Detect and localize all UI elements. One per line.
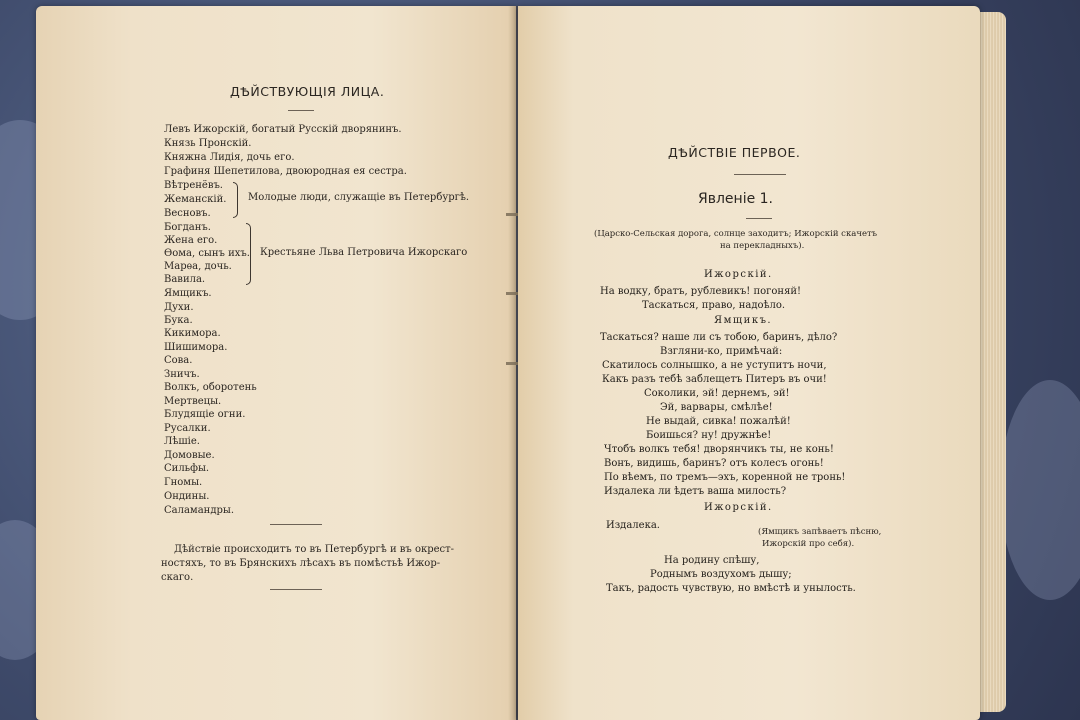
setting-line: скаго. — [161, 572, 194, 583]
group1-label: Молодые люди, служащіе въ Петербургѣ. — [248, 192, 470, 203]
aside-direction: Ижорскій про себя). — [762, 539, 855, 549]
cast-entry: Гномы. — [164, 477, 203, 488]
cast-entry: Богданъ. — [164, 222, 211, 233]
scene-title: Явленіе 1. — [698, 191, 774, 207]
verse-line: На родину спѣшу, — [664, 555, 760, 566]
cast-entry: Марѳа, дочь. — [164, 261, 232, 272]
speaker-name: Ямщикъ. — [714, 315, 773, 326]
cast-entry: Волкъ, оборотень — [164, 382, 257, 393]
group1-brace — [233, 182, 238, 218]
verse-line: Роднымъ воздухомъ дышу; — [650, 569, 792, 580]
verse-line: Эй, варвары, смѣлѣе! — [660, 402, 773, 413]
section-rule — [270, 524, 322, 525]
page-edges — [980, 12, 1006, 712]
verse-line: Не выдай, сивка! пожалѣй! — [646, 416, 791, 427]
verse-line: Взгляни-ко, примѣчай: — [660, 346, 783, 357]
cast-entry: Левъ Ижорскій, богатый Русскій дворянинъ. — [164, 124, 402, 135]
stage-direction: на перекладныхъ). — [720, 241, 805, 251]
verse-line: Издалека. — [606, 520, 660, 531]
cast-entry: Сильфы. — [164, 463, 210, 474]
cast-heading: ДѢЙСТВУЮЩІЯ ЛИЦА. — [230, 84, 385, 99]
group2-brace — [246, 223, 251, 285]
cast-entry: Шишимора. — [164, 342, 228, 353]
stage-direction: (Царско-Сельская дорога, солнце заходитъ; Ижорскій скачетъ — [594, 229, 878, 239]
open-book — [36, 6, 1006, 720]
verse-line: По вѣемъ, по тремъ—эхъ, коренной не тронь! — [604, 472, 846, 483]
verse-line: Издалека ли ѣдетъ ваша милость? — [604, 486, 787, 497]
verse-line: Боишься? ну! дружнѣе! — [646, 430, 772, 441]
cast-entry: Жеманскій. — [164, 194, 227, 205]
setting-line: Дѣйствіе происходитъ то въ Петербургѣ и въ окрест- — [174, 544, 455, 555]
verse-line: Скатилось солнышко, а не уступитъ ночи, — [602, 360, 827, 371]
cast-entry: Саламандры. — [164, 505, 235, 516]
speaker-name: Ижорскій. — [704, 269, 773, 280]
cloth-highlight — [1000, 380, 1080, 600]
cast-entry: Зничъ. — [164, 369, 200, 380]
cast-entry: Ямщикъ. — [164, 288, 212, 299]
cast-entry: Жена его. — [164, 235, 218, 246]
verse-line: Соколики, эй! дернемъ, эй! — [644, 388, 790, 399]
verse-line: Вонъ, видишь, баринъ? отъ колесъ огонь! — [604, 458, 824, 469]
left-page — [36, 6, 516, 720]
act-rule — [734, 174, 786, 175]
aside-direction: (Ямщикъ запѣваетъ пѣсню, — [758, 527, 882, 537]
cast-entry: Кикимора. — [164, 328, 221, 339]
cast-entry: Бука. — [164, 315, 193, 326]
group2-label: Крестьяне Льва Петровича Ижорскаго — [260, 247, 468, 258]
speaker-name: Ижорскій. — [704, 502, 773, 513]
verse-line: Таскаться, право, надоѣло. — [642, 300, 786, 311]
setting-line: ностяхъ, то въ Брянскихъ лѣсахъ въ помѣстьѣ Ижор- — [161, 558, 441, 569]
cast-entry: Русалки. — [164, 423, 211, 434]
cast-entry: Сова. — [164, 355, 193, 366]
cast-entry: Ондины. — [164, 491, 210, 502]
end-rule — [270, 589, 322, 590]
cast-entry: Вѣтренёвъ. — [164, 180, 223, 191]
right-page — [518, 6, 980, 720]
verse-line: Таскаться? наше ли съ тобою, баринъ, дѣло? — [600, 332, 838, 343]
verse-line: Какъ разъ тебѣ заблещетъ Питеръ въ очи! — [602, 374, 827, 385]
cast-entry: Княжна Лидія, дочь его. — [164, 152, 295, 163]
cast-entry: Духи. — [164, 302, 194, 313]
cast-entry: Блудящіе огни. — [164, 409, 246, 420]
heading-rule — [288, 110, 314, 111]
cast-entry: Ѳома, сынъ ихъ. — [164, 248, 250, 259]
cast-entry: Графиня Шепетилова, двоюродная ея сестра. — [164, 166, 407, 177]
act-title: ДѢЙСТВІЕ ПЕРВОЕ. — [668, 145, 801, 160]
verse-line: Чтобъ волкъ тебя! дворянчикъ ты, не конь! — [604, 444, 834, 455]
cast-entry: Князь Пронскій. — [164, 138, 252, 149]
cast-entry: Лѣшіе. — [164, 436, 200, 447]
verse-line: Такъ, радость чувствую, но вмѣстѣ и унылость. — [606, 583, 856, 594]
cast-entry: Домовые. — [164, 450, 215, 461]
cast-entry: Вавила. — [164, 274, 206, 285]
cast-entry: Мертвецы. — [164, 396, 222, 407]
cast-entry: Весновъ. — [164, 208, 211, 219]
verse-line: На водку, братъ, рублевикъ! погоняй! — [600, 286, 802, 297]
scene-rule — [746, 218, 772, 219]
